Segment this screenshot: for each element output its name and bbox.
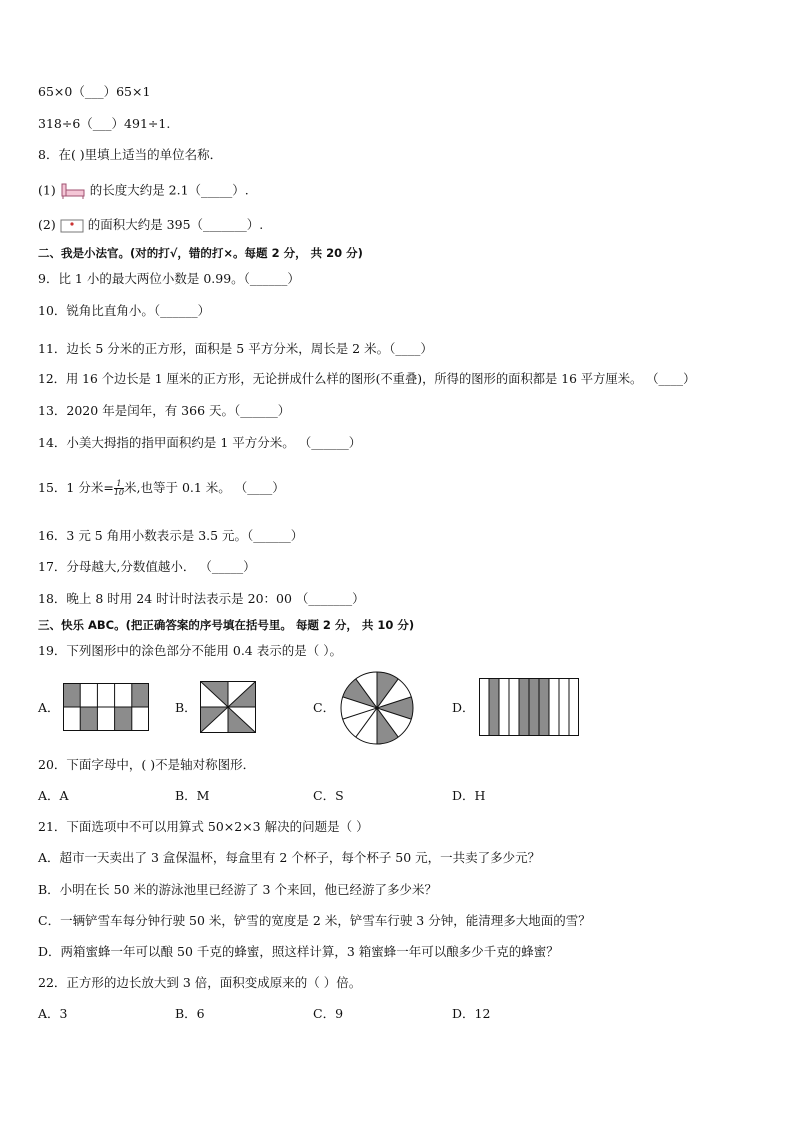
q19-option-c-label: C． [313,700,336,715]
question-22: 22．正方形的边长放大到 3 倍，面积变成原来的（ ）倍。 [38,975,362,990]
question-19: 19．下列图形中的涂色部分不能用 0.4 表示的是（ ）。 [38,643,342,658]
grid-figure-a [63,683,149,731]
question-15 [38,480,285,497]
question-12: 12．用 16 个边长是 1 厘米的正方形，无论拼成什么样的图形(不重叠)，所得的图形的面积都是 16 平方厘米。 （____） [38,372,696,386]
q20-option-d: D．H [452,788,486,803]
q20-option-a: A．A [38,788,69,803]
compare-line-2: 318÷6（___）491÷1. [38,116,171,131]
fraction-denominator: 10 [113,488,124,497]
q19-option-b-label: B． [175,700,197,715]
q21-option-c: C．一辆铲雪车每分钟行驶 50 米，铲雪的宽度是 2 米，铲雪车行驶 3 分钟，能清理多大地面的雪？ [38,913,591,928]
question-9: 9．比 1 小的最大两位小数是 0.99。（______） [38,271,300,286]
q20-option-c: C．S [313,788,344,803]
section-3-heading: 三、快乐 ABC。(把正确答案的序号填在括号里。 每题 2 分， 共 10 分) [38,618,415,632]
question-20: 20．下面字母中，( )不是轴对称图形． [38,757,256,772]
question-13: 13．2020 年是闰年，有 366 天。（______） [38,403,291,418]
stripe-figure-d [479,678,579,736]
question-17: 17．分母越大,分数值越小． （_____） [38,559,256,574]
question-14: 14．小美大拇指的指甲面积约是 1 平方分米。 （______） [38,435,362,450]
q8-2-label: (2) [38,217,56,232]
question-8-1 [38,182,249,200]
question-16: 16．3 元 5 角用小数表示是 3.5 元。（______） [38,528,304,543]
question-18: 18．晚上 8 时用 24 时计时法表示是 20：00 （_______） [38,591,365,606]
q15-text-b: 米,也等于 0.1 米。 （____） [124,480,285,495]
q22-option-c: C．9 [313,1006,344,1021]
square-figure-b [200,681,256,733]
q15-text-a: 15．1 分米= [38,480,114,495]
circle-figure-c [340,671,414,745]
question-8: 8．在( )里填上适当的单位名称． [38,147,223,162]
q19-option-a-label: A． [38,700,60,715]
question-10: 10．锐角比直角小。（______） [38,303,211,318]
fraction-numerator: 1 [114,480,124,489]
fraction-one-tenth [114,480,124,497]
q21-option-b: B．小明在长 50 米的游泳池里已经游了 3 个来回，他已经游了多少米？ [38,882,437,897]
q20-option-b: B．M [175,788,210,803]
question-11: 11．边长 5 分米的正方形，面积是 5 平方分米，周长是 2 米。（____） [38,341,433,356]
q8-1-label: (1) [38,182,56,198]
q22-option-b: B．6 [175,1006,205,1021]
q22-option-a: A．3 [38,1006,68,1021]
question-21: 21．下面选项中不可以用算式 50×2×3 解决的问题是（ ） [38,819,369,834]
q19-option-d-label: D． [452,700,475,715]
q22-option-d: D．12 [452,1006,491,1021]
section-2-heading: 二、我是小法官。(对的打√，错的打×。每题 2 分， 共 20 分) [38,246,363,260]
q8-1-text: 的长度大约是 2.1（_____）. [89,182,249,198]
q21-option-d: D．两箱蜜蜂一年可以酿 50 千克的蜂蜜，照这样计算，3 箱蜜蜂一年可以酿多少千克的蜂蜜？ [38,944,559,959]
q21-option-a: A．超市一天卖出了 3 盒保温杯，每盒里有 2 个杯子，每个杯子 50 元，一共卖了多少元？ [38,850,541,865]
compare-line-1: 65×0（___）65×1 [38,84,151,99]
bed-icon [60,182,86,200]
envelope-icon [60,218,84,234]
q8-2-text: 的面积大约是 395（_______）. [87,217,264,232]
question-8-2 [38,217,263,234]
